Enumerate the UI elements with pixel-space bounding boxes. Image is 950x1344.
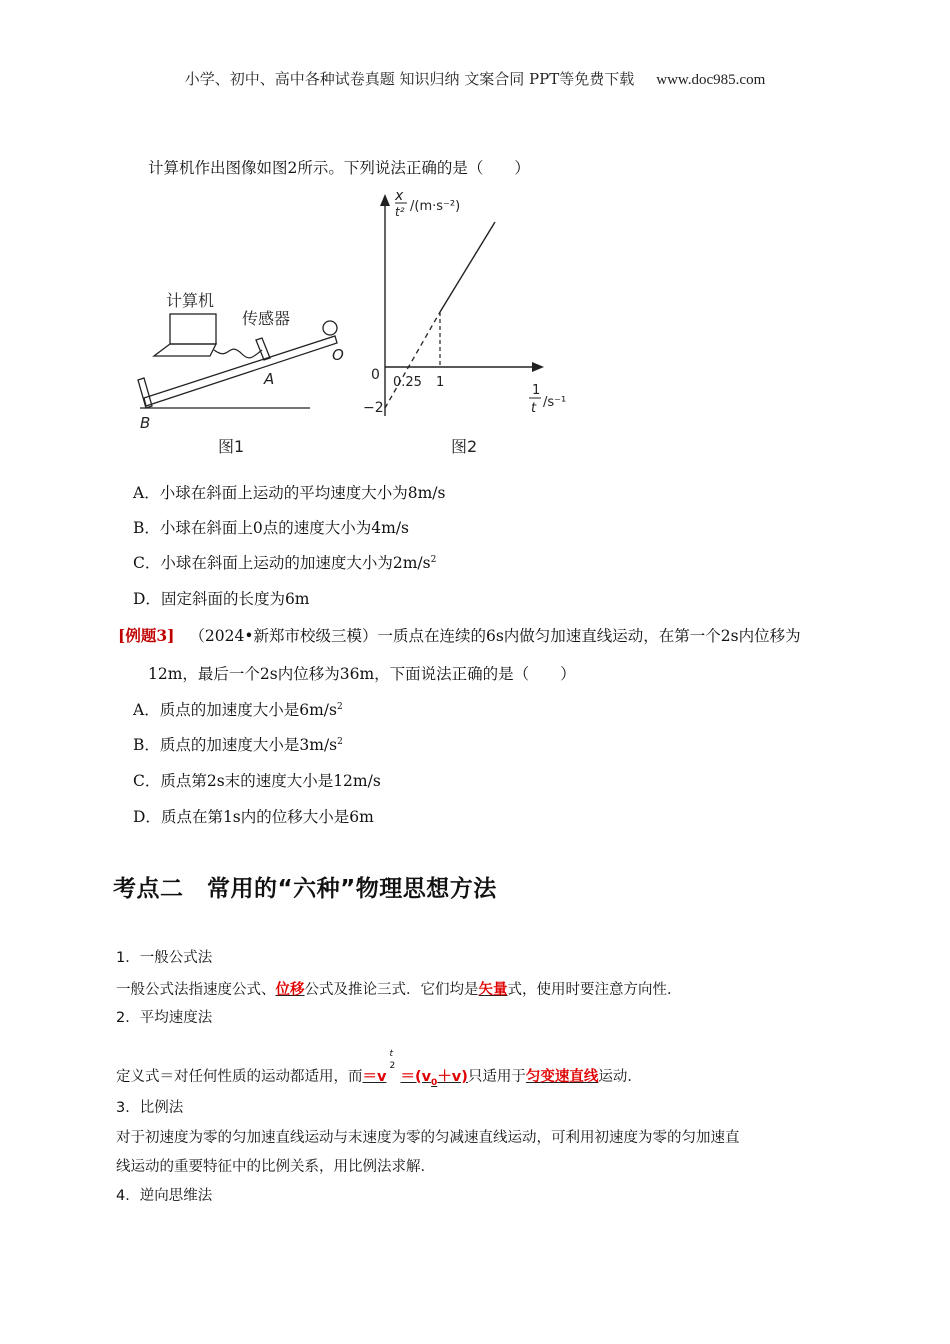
keyword-vector: 矢量: [478, 982, 508, 998]
q2-option-b[interactable]: B．小球在斜面上0点的速度大小为4m/s: [133, 519, 409, 537]
s4-title: 4．逆向思维法: [116, 1188, 213, 1204]
figure-2: [355, 186, 595, 462]
eq-v-mid: ＝v: [362, 1069, 387, 1085]
example-tag: [例题3]: [118, 626, 175, 645]
q2-option-d[interactable]: D．固定斜面的长度为6m: [133, 590, 310, 608]
q3-option-a[interactable]: A．质点的加速度大小是$6m/s^2$: [133, 701, 343, 719]
q3-option-d[interactable]: D．质点在第1s内的位移大小是6m: [133, 808, 374, 826]
example3-line2: 12m，最后一个2s内位移为36m，下面说法正确的是（ ）: [148, 665, 576, 683]
s2-text: 定义式＝对任何性质的运动都适用，而＝v t 2 $=(v_0+v)$只适用于匀变速直线运动．: [116, 1049, 642, 1088]
s1-text: 一般公式法指速度公式、位移公式及推论三式．它们均是矢量式，使用时要注意方向性．: [116, 982, 682, 998]
question-stem: 计算机作出图像如图2所示。下列说法正确的是（ ）: [148, 159, 530, 177]
y-label-den: t²: [395, 205, 405, 219]
q2-option-c[interactable]: C．小球在斜面上运动的加速度大小为$2m/s^2$: [133, 554, 437, 572]
q3-option-b[interactable]: B．质点的加速度大小是$3m/s^2$: [133, 736, 343, 754]
example3-line1: [例题3] （2024•新郑市校级三模）一质点在连续的6s内做匀加速直线运动，在第一个2s内位移为: [118, 626, 801, 645]
tick-1: 1: [436, 375, 445, 390]
keyword-displacement: 位移: [275, 982, 305, 998]
x-label-unit: /s⁻¹: [543, 395, 567, 410]
x-axis-arrow: [532, 362, 544, 372]
y-label-unit: /(m·s⁻²): [410, 199, 461, 214]
caption-fig1: 图1: [218, 437, 245, 456]
label-computer: 计算机: [166, 291, 215, 310]
x-label-den: t: [531, 401, 537, 416]
laptop-base: [154, 344, 216, 356]
s1-title: 1．一般公式法: [116, 950, 213, 966]
sensor: [256, 338, 270, 360]
s3-line2: 线运动的重要特征中的比例关系，用比例法求解．: [116, 1159, 435, 1175]
incline-board: [144, 336, 337, 406]
laptop-screen: [170, 314, 216, 344]
header-text: 小学、初中、高中各种试卷真题 知识归纳 文案合同 PPT等免费下载: [184, 70, 635, 88]
origin-label: 0: [371, 367, 380, 383]
data-line: [440, 222, 495, 312]
label-a: A: [264, 370, 275, 388]
page-header: [0, 68, 950, 89]
section-title: 考点二 常用的“六种”物理思想方法: [113, 876, 497, 902]
x-label-num: 1: [532, 383, 541, 398]
header-url[interactable]: www.doc985.com: [656, 72, 766, 88]
caption-fig2: 图2: [451, 437, 478, 456]
dashed-extension: [385, 312, 440, 408]
s2-title: 2．平均速度法: [116, 1010, 213, 1026]
s3-line1: 对于初速度为零的匀加速直线运动与末速度为零的匀减速直线运动，可利用初速度为零的匀加速直: [116, 1130, 740, 1146]
tick-minus-2: −2: [363, 400, 384, 416]
y-label-num: x: [395, 188, 404, 204]
figure-1: [130, 280, 370, 460]
tick-025: 0.25: [393, 375, 422, 390]
q3-option-c[interactable]: C．质点第2s末的速度大小是12m/s: [133, 772, 381, 790]
keyword-uniform: 匀变速直线: [525, 1069, 599, 1085]
label-sensor: 传感器: [242, 309, 291, 328]
ball: [323, 321, 337, 335]
sensor-cable: [214, 349, 262, 358]
y-axis-arrow: [380, 194, 390, 206]
frac-t-2: t 2: [389, 1049, 396, 1071]
label-o: O: [332, 346, 344, 364]
q2-option-a[interactable]: A．小球在斜面上运动的平均速度大小为8m/s: [133, 484, 446, 502]
label-b: B: [140, 414, 151, 432]
s3-title: 3．比例法: [116, 1100, 184, 1116]
